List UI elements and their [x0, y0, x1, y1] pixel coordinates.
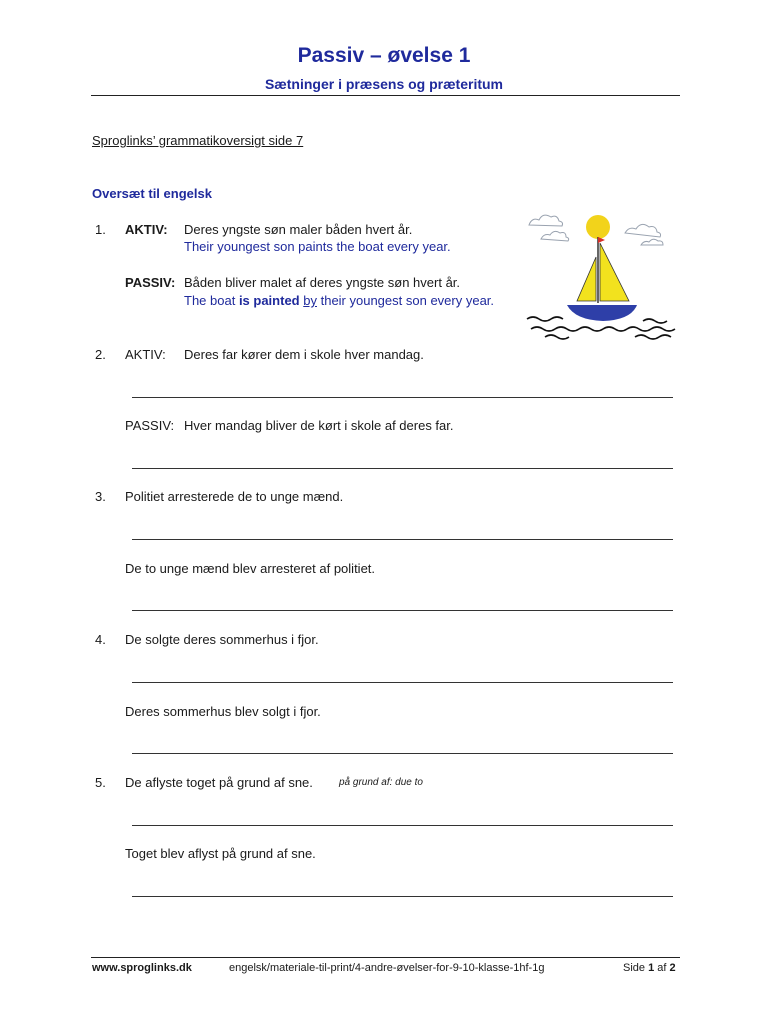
instruction-heading: Oversæt til engelsk: [92, 186, 212, 201]
exercise-4-sentence-b: Deres sommerhus blev solgt i fjor.: [125, 704, 321, 719]
exercise-5-sentence-a: De aflyste toget på grund af sne.: [125, 775, 313, 790]
page-current: 1: [648, 962, 655, 974]
exercise-1-aktiv-sentence: Deres yngste søn maler båden hvert år.: [184, 222, 413, 237]
grammar-reference: Sproglinks’ grammatikoversigt side 7: [92, 133, 304, 148]
exercise-5-note: på grund af: due to: [339, 777, 423, 788]
answer-line-4a[interactable]: [132, 682, 673, 683]
header-divider: [91, 95, 680, 96]
exercise-3-sentence-a: Politiet arresterede de to unge mænd.: [125, 489, 344, 504]
exercise-1-number: 1.: [95, 222, 106, 237]
page-title: Passiv – øvelse 1: [297, 44, 471, 67]
answer-line-4b[interactable]: [132, 753, 673, 754]
exercise-2-aktiv-label: AKTIV:: [125, 347, 166, 362]
exercise-2-number: 2.: [95, 347, 106, 362]
footer-site-link[interactable]: www.sproglinks.dk: [92, 962, 192, 974]
exercise-3-sentence-b: De to unge mænd blev arresteret af politiet.: [125, 561, 376, 576]
exercise-2-passiv-sentence: Hver mandag bliver de kørt i skole af deres far.: [184, 418, 454, 433]
exercise-1-passiv-label: PASSIV:: [125, 275, 176, 290]
page-middle: af: [654, 962, 670, 974]
sun-icon: [586, 215, 610, 239]
exercise-5-number: 5.: [95, 775, 106, 790]
answer-line-5b[interactable]: [132, 896, 673, 897]
translation-verb-highlight: is painted: [238, 293, 300, 308]
exercise-4-number: 4.: [95, 632, 106, 647]
footer-page-number: [623, 962, 676, 974]
exercise-2-aktiv-sentence: Deres far kører dem i skole hver mandag.: [184, 347, 424, 362]
sailboat-icon: [525, 205, 680, 340]
exercise-3-number: 3.: [95, 489, 106, 504]
footer-path: engelsk/materiale-til-print/4-andre-øvelser-for-9-10-klasse-1hf-1g: [229, 962, 545, 974]
exercise-1-aktiv-label: AKTIV:: [125, 222, 168, 237]
answer-line-5a[interactable]: [132, 825, 673, 826]
exercise-1-passiv-sentence: Båden bliver malet af deres yngste søn hvert år.: [184, 275, 461, 290]
exercise-2-passiv-label: PASSIV:: [125, 418, 175, 433]
page-subtitle: Sætninger i præsens og præteritum: [264, 76, 504, 92]
page-total: 2: [669, 962, 676, 974]
footer-divider: [91, 957, 680, 958]
exercise-5-sentence-b: Toget blev aflyst på grund af sne.: [125, 846, 316, 861]
translation-by-highlight: by: [303, 293, 317, 308]
exercise-4-sentence-a: De solgte deres sommerhus i fjor.: [125, 632, 319, 647]
answer-line-3b[interactable]: [132, 610, 673, 611]
answer-line-2a[interactable]: [132, 397, 673, 398]
page-prefix: Side: [623, 962, 649, 974]
exercise-1-aktiv-translation: Their youngest son paints the boat every year.: [184, 239, 451, 254]
answer-line-2b[interactable]: [132, 468, 673, 469]
exercise-1-passiv-translation: [184, 293, 494, 308]
translation-part: The boat: [184, 293, 239, 308]
translation-part: their youngest son every year.: [316, 293, 495, 308]
answer-line-3a[interactable]: [132, 539, 673, 540]
